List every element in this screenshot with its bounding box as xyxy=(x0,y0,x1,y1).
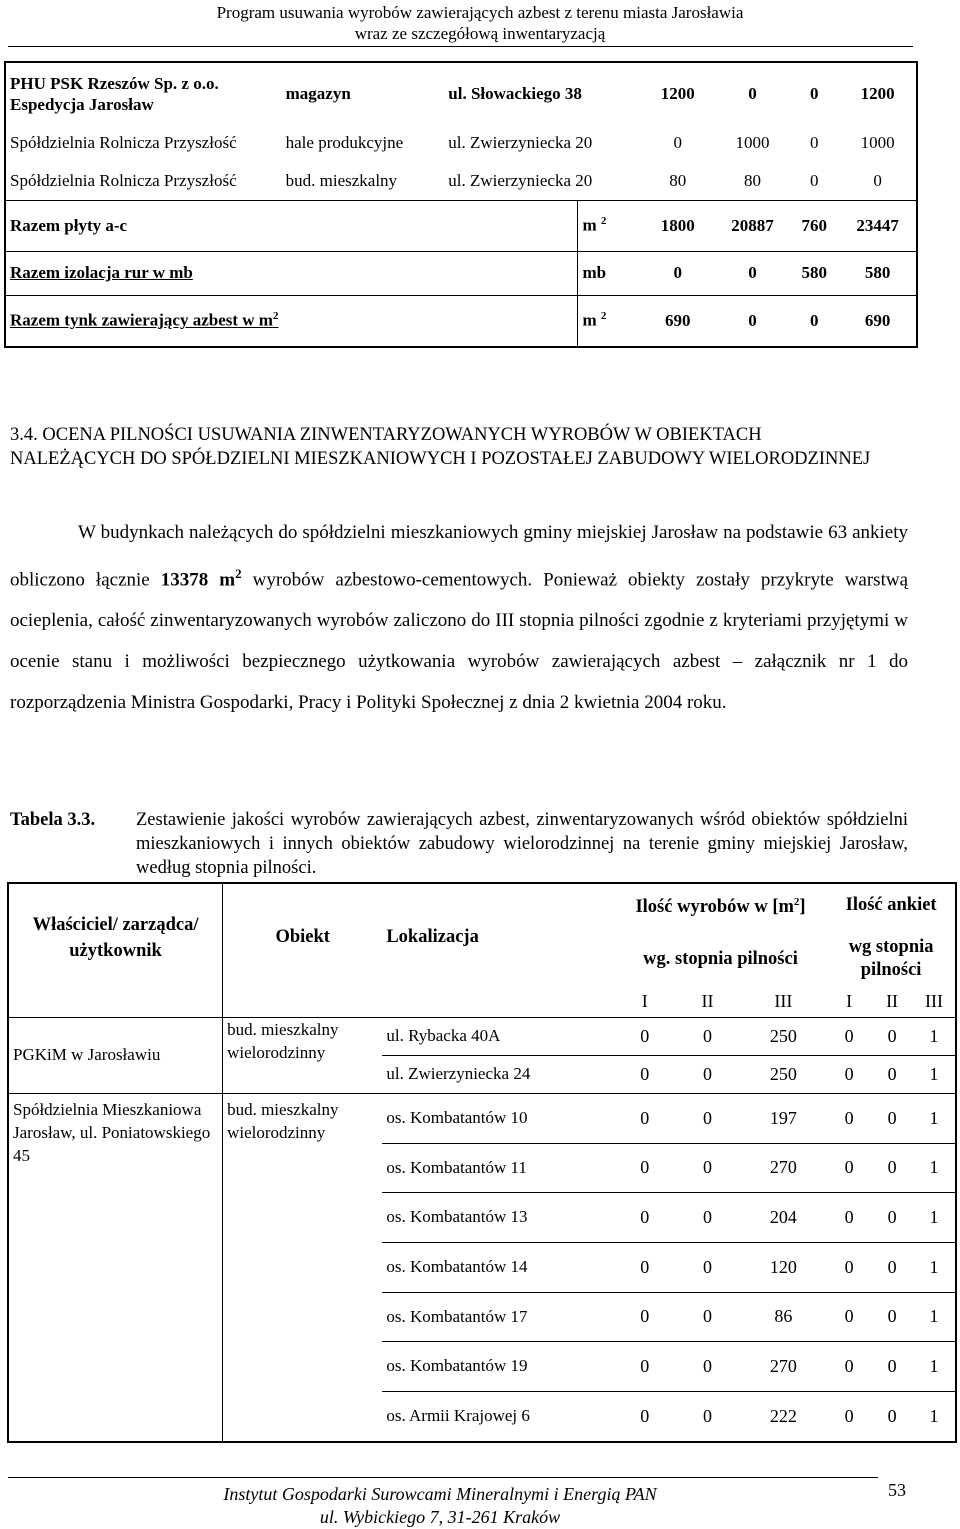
section-title: 3.4. OCENA PILNOŚCI USUWANIA ZINWENTARYZOWANYCH WYROBÓW W OBIEKTACH NALEŻĄCYCH DO SPÓŁDZIELNI MIESZKANIOWYCH I POZOSTAŁEJ ZABUDOWY WIELORODZINNEJ xyxy=(10,425,871,469)
value-cell: 204 xyxy=(739,1192,827,1242)
value-cell: 0 xyxy=(871,1292,913,1341)
value-cell: 0 xyxy=(614,1093,676,1143)
value-cell: 0 xyxy=(827,1055,871,1093)
summary-label: Razem izolacja rur w mb xyxy=(5,251,578,295)
object-cell: bud. mieszkalny xyxy=(285,170,398,190)
owner-name: Spółdzielnia Rolnicza Przyszłość xyxy=(10,170,237,190)
object-cell: magazyn xyxy=(285,83,351,103)
value-cell: 0 xyxy=(748,83,757,103)
value-cell: 0 xyxy=(827,1242,871,1292)
table-row xyxy=(8,1017,956,1055)
owner-cell: PGKiM w Jarosławiu xyxy=(8,1017,223,1093)
value-cell: 0 xyxy=(676,1391,740,1442)
grade-label: III xyxy=(925,991,943,1011)
grade-label: I xyxy=(641,991,648,1011)
quantity-subheader: wg. stopnia pilności xyxy=(643,948,798,969)
area-superscript: 2 xyxy=(235,566,242,581)
value-cell: 0 xyxy=(614,1341,676,1391)
value-cell: 760 xyxy=(789,200,839,251)
value-cell: 80 xyxy=(743,170,761,190)
location-cell: os. Kombatantów 10 xyxy=(382,1093,613,1143)
summary-unit: m xyxy=(582,311,597,331)
table-caption xyxy=(10,808,908,880)
summary-row xyxy=(5,295,917,347)
value-cell: 23447 xyxy=(839,200,917,251)
value-cell: 120 xyxy=(739,1242,827,1292)
value-cell: 0 xyxy=(614,1192,676,1242)
unit-superscript: 2 xyxy=(600,310,607,323)
value-cell: 0 xyxy=(716,295,790,347)
caption-text: Zestawienie jakości wyrobów zawierających azbest, zinwentaryzowanych wśród obiektów spółdzielni mieszkaniowych i innych obiektów zabudowy wielorodzinnej na terenie gminy miejskiej Jarosław, według stopnia pilności. xyxy=(136,810,908,878)
location-cell: os. Kombatantów 14 xyxy=(382,1242,613,1292)
footer-rule xyxy=(8,1477,878,1478)
value-cell: 0 xyxy=(871,1192,913,1242)
value-cell: 1 xyxy=(913,1055,956,1093)
value-cell: 0 xyxy=(827,1017,871,1055)
footer-line-1: Instytut Gospodarki Surowcami Mineralnymi i Energią PAN xyxy=(223,1484,657,1504)
value-cell: 0 xyxy=(676,1292,740,1341)
summary-label: Razem płyty a-c xyxy=(5,200,578,251)
value-cell: 0 xyxy=(827,1143,871,1192)
table-row xyxy=(5,162,917,200)
value-cell: 0 xyxy=(827,1192,871,1242)
value-cell: 0 xyxy=(614,1055,676,1093)
summary-label: Razem tynk zawierający azbest w m xyxy=(10,311,273,331)
address-cell: ul. Zwierzyniecka 20 xyxy=(448,133,593,152)
value-cell: 0 xyxy=(871,1242,913,1292)
value-cell: 0 xyxy=(676,1055,740,1093)
header-line-2: wraz ze szczegółową inwentaryzacją xyxy=(354,24,606,43)
value-cell: 0 xyxy=(810,133,819,152)
owner-header: Właściciel/ zarządca/ użytkownik xyxy=(8,883,223,991)
value-cell: 580 xyxy=(839,251,917,295)
value-cell: 1000 xyxy=(735,133,770,152)
value-cell: 1200 xyxy=(660,83,695,103)
location-cell: os. Kombatantów 17 xyxy=(382,1292,613,1341)
value-cell: 0 xyxy=(871,1341,913,1391)
footer-line-2: ul. Wybickiego 7, 31-261 Kraków xyxy=(319,1507,561,1527)
summary-unit: m xyxy=(582,215,597,235)
grade-label: II xyxy=(701,991,714,1011)
value-cell: 690 xyxy=(640,295,716,347)
value-cell: 0 xyxy=(676,1017,740,1055)
value-cell: 0 xyxy=(871,1017,913,1055)
value-cell: 0 xyxy=(789,295,839,347)
value-cell: 1 xyxy=(913,1242,956,1292)
value-cell: 0 xyxy=(871,1391,913,1442)
value-cell: 0 xyxy=(827,1391,871,1442)
summary-row xyxy=(5,200,917,251)
owner-name: PHU PSK Rzeszów Sp. z o.o. xyxy=(10,73,219,93)
value-cell: 0 xyxy=(614,1292,676,1341)
value-cell: 1000 xyxy=(860,133,895,152)
value-cell: 1200 xyxy=(860,83,895,103)
value-cell: 86 xyxy=(739,1292,827,1341)
inventory-table xyxy=(4,61,918,348)
value-cell: 0 xyxy=(676,1093,740,1143)
surveys-header: Ilość ankiet xyxy=(845,895,937,915)
summary-unit: mb xyxy=(578,251,640,295)
value-cell: 0 xyxy=(871,1143,913,1192)
table-row xyxy=(5,62,917,124)
value-cell: 1 xyxy=(913,1143,956,1192)
value-cell: 580 xyxy=(789,251,839,295)
value-cell: 0 xyxy=(827,1093,871,1143)
quantity-header-end: ] xyxy=(799,897,806,918)
value-cell: 0 xyxy=(827,1292,871,1341)
value-cell: 1 xyxy=(913,1017,956,1055)
quantity-header: Ilość wyrobów w [m xyxy=(635,897,794,918)
urgency-table xyxy=(7,882,957,1443)
page-header xyxy=(0,2,960,44)
table-row xyxy=(8,1093,956,1143)
location-cell: os. Kombatantów 11 xyxy=(382,1143,613,1192)
grades-row xyxy=(8,991,956,1017)
value-cell: 0 xyxy=(676,1341,740,1391)
location-cell: ul. Rybacka 40A xyxy=(382,1017,613,1055)
value-cell: 222 xyxy=(739,1391,827,1442)
surveys-subheader: wg stopnia pilności xyxy=(848,937,934,980)
value-cell: 1 xyxy=(913,1341,956,1391)
value-cell: 0 xyxy=(673,133,682,152)
address-cell: ul. Zwierzyniecka 20 xyxy=(448,170,593,190)
value-cell: 0 xyxy=(827,1341,871,1391)
object-cell: bud. mieszkalny wielorodzinny xyxy=(223,1017,383,1093)
value-cell: 1 xyxy=(913,1093,956,1143)
value-cell: 0 xyxy=(871,1055,913,1093)
value-cell: 0 xyxy=(614,1143,676,1192)
value-cell: 0 xyxy=(676,1143,740,1192)
quantity-superscript: 2 xyxy=(793,896,800,909)
value-cell: 1 xyxy=(913,1192,956,1242)
owner-name-2: Espedycja Jarosław xyxy=(10,94,154,114)
total-area-value: 13378 m xyxy=(160,569,236,591)
value-cell: 0 xyxy=(810,83,819,103)
body-paragraph xyxy=(10,512,908,723)
value-cell: 0 xyxy=(871,1093,913,1143)
value-cell: 0 xyxy=(676,1242,740,1292)
value-cell: 0 xyxy=(873,170,882,190)
value-cell: 0 xyxy=(716,251,790,295)
object-cell: hale produkcyjne xyxy=(285,133,404,152)
page-footer xyxy=(0,1483,880,1529)
label-superscript: 2 xyxy=(272,310,279,323)
value-cell: 250 xyxy=(739,1055,827,1093)
value-cell: 0 xyxy=(614,1242,676,1292)
location-cell: os. Armii Krajowej 6 xyxy=(382,1391,613,1442)
value-cell: 0 xyxy=(676,1192,740,1242)
value-cell: 1800 xyxy=(640,200,716,251)
value-cell: 0 xyxy=(614,1391,676,1442)
grade-label: I xyxy=(846,991,853,1011)
unit-superscript: 2 xyxy=(600,215,607,228)
owner-name: Spółdzielnia Rolnicza Przyszłość xyxy=(10,133,237,152)
value-cell: 80 xyxy=(669,170,687,190)
value-cell: 270 xyxy=(739,1341,827,1391)
table-row xyxy=(5,124,917,162)
value-cell: 0 xyxy=(810,170,819,190)
value-cell: 20887 xyxy=(716,200,790,251)
caption-label: Tabela 3.3. xyxy=(10,810,96,830)
header-rule xyxy=(8,46,913,47)
value-cell: 250 xyxy=(739,1017,827,1055)
value-cell: 0 xyxy=(640,251,716,295)
location-cell: os. Kombatantów 13 xyxy=(382,1192,613,1242)
paragraph-text-b: wyrobów azbestowo-cementowych. Ponieważ obiekty zostały przykryte warstwą ocieplenia, całość zinwentaryzowanych wyrobów zaliczono do III stopnia pilności zgodnie z kryteriami przyjętymi w ocenie stanu i możliwości bezpiecznego użytkowania wyrobów zawierających azbest – załącznik nr 1 do rozporządzenia Ministra Gospodarki, Pracy i Polityki Społecznej z dnia 2 kwietnia 2004 roku. xyxy=(10,569,909,714)
summary-row xyxy=(5,251,917,295)
address-cell: ul. Słowackiego 38 xyxy=(448,83,582,103)
object-cell: bud. mieszkalny wielorodzinny xyxy=(223,1093,383,1442)
grade-label: II xyxy=(886,991,899,1011)
location-cell: ul. Zwierzyniecka 24 xyxy=(382,1055,613,1093)
value-cell: 270 xyxy=(739,1143,827,1192)
value-cell: 690 xyxy=(839,295,917,347)
header-row xyxy=(8,883,956,927)
paragraph-text-a: W budynkach należących do spółdzielni mieszkaniowych gminy miejskiej Jarosław na podstawie 63 ankiety obliczono łącznie xyxy=(10,522,908,591)
location-cell: os. Kombatantów 19 xyxy=(382,1341,613,1391)
value-cell: 1 xyxy=(913,1391,956,1442)
owner-cell: Spółdzielnia Mieszkaniowa Jarosław, ul. Poniatowskiego 45 xyxy=(8,1093,223,1442)
value-cell: 197 xyxy=(739,1093,827,1143)
grade-label: III xyxy=(774,991,793,1011)
object-header: Obiekt xyxy=(275,927,330,947)
header-line-1: Program usuwania wyrobów zawierających azbest z terenu miasta Jarosławia xyxy=(216,3,744,22)
value-cell: 1 xyxy=(913,1292,956,1341)
page-number: 53 xyxy=(888,1480,906,1500)
value-cell: 0 xyxy=(614,1017,676,1055)
location-header: Lokalizacja xyxy=(386,927,479,947)
